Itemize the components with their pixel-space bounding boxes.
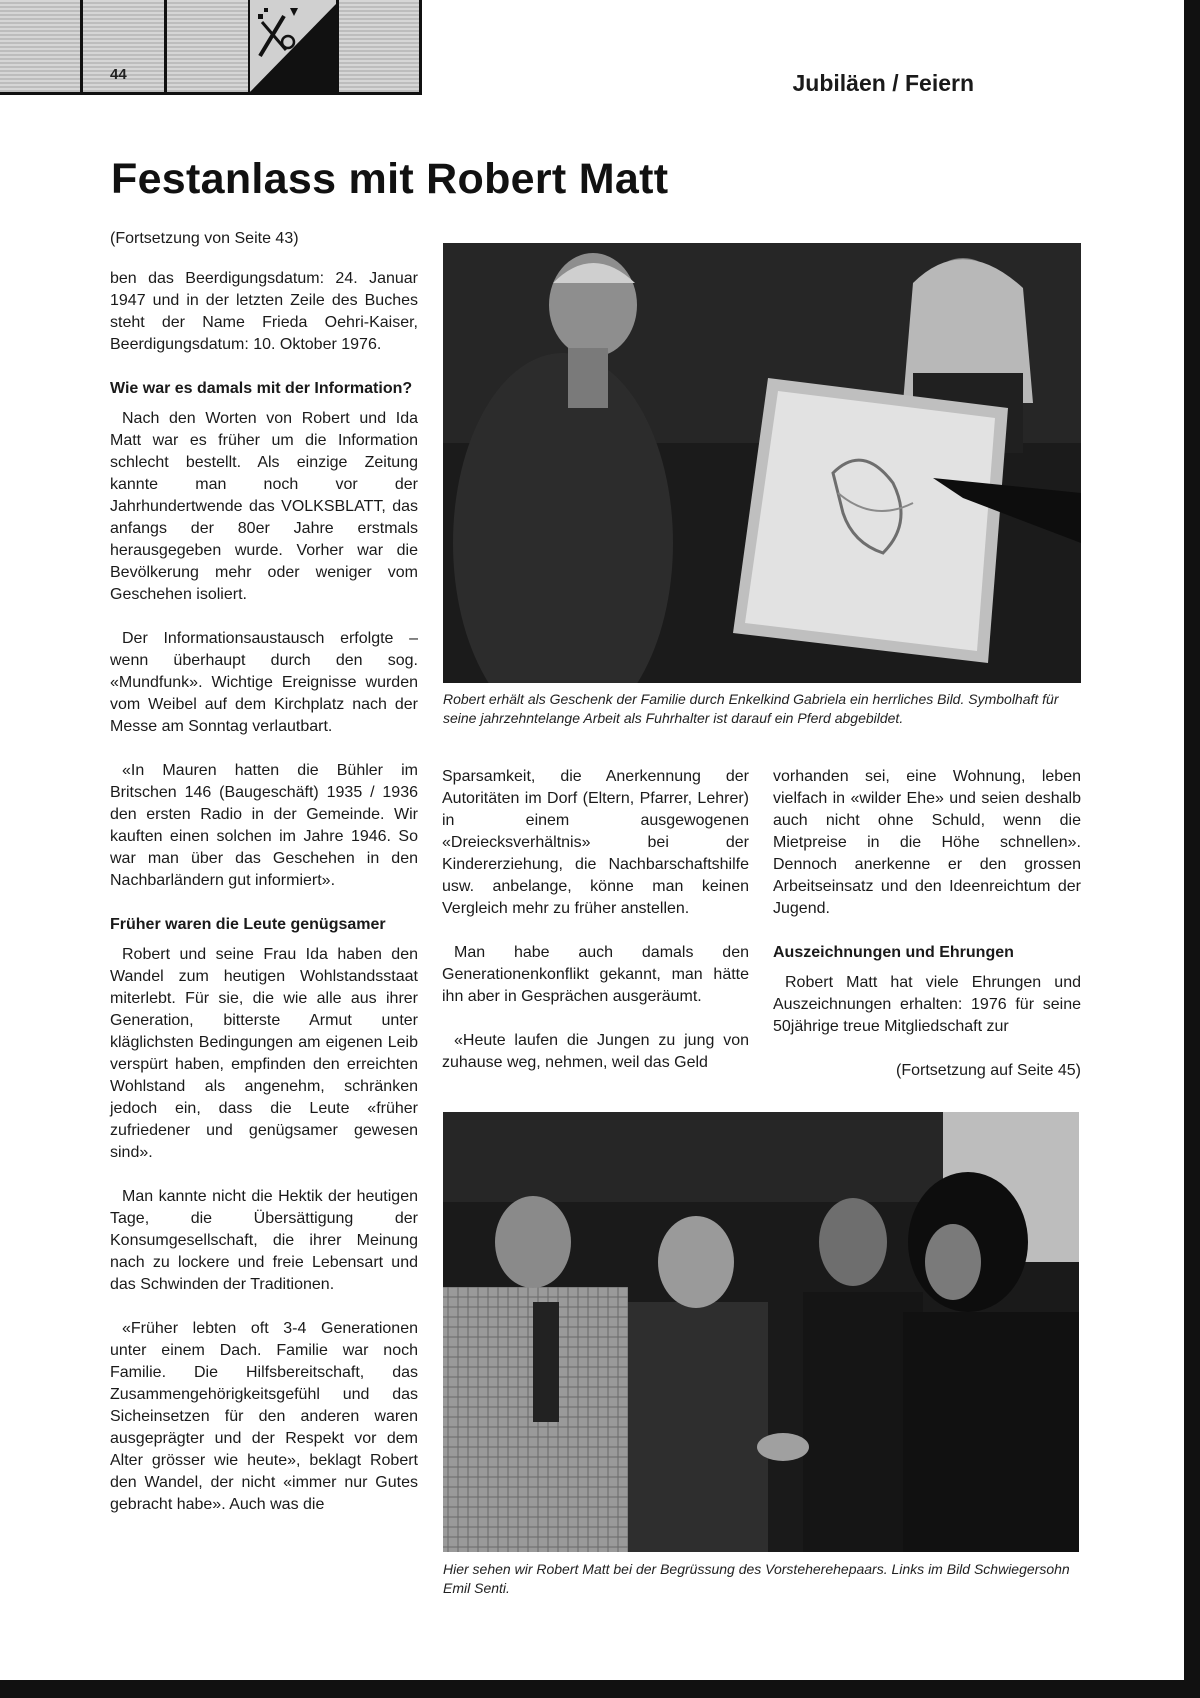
paragraph: ben das Beerdigungsdatum: 24. Januar 1947 und in der letzten Zeile des Buches steht der Name Frieda Oehri-Kaiser, Beerdigungsdatum: 10. Oktober 1976.: [110, 270, 418, 353]
paragraph: Robert und seine Frau Ida haben den Wandel zum heutigen Wohlstandsstaat miterlebt. Für sie, die wie alle aus ihrer Generation, bitterste Armut unter kläglichsten Bedingungen am eigenen Leib verspürt haben, empfinden den erreichten Wohlstand als angenehm, schränken jedoch ein, dass die Leute «früher zufriedener und genügsamer gewesen sind».: [110, 946, 418, 1161]
header-rule: [419, 0, 422, 92]
continued-from-note: (Fortsetzung von Seite 43): [110, 230, 299, 247]
right-column: [773, 766, 1081, 1104]
paragraph: Man kannte nicht die Hektik der heutigen Tage, die Übersättigung der Konsumgesellschaft, die ihrer Meinung nach zu lockere und freie Lebensart und das Schwinden der Traditionen.: [110, 1188, 418, 1293]
subheading: Wie war es damals mit der Information?: [110, 380, 413, 397]
page-number: 44: [110, 66, 127, 83]
section-label: Jubiläen / Feiern: [792, 70, 974, 96]
paragraph: «Heute laufen die Jungen zu jung von zuhause weg, nehmen, weil das Geld: [442, 1032, 749, 1071]
subheading: Auszeichnungen und Ehrungen: [773, 944, 1014, 961]
header-band: [0, 0, 422, 95]
paragraph: Robert Matt hat viele Ehrungen und Auszeichnungen erhalten: 1976 für seine 50jährige treue Mitgliedschaft zur: [773, 974, 1081, 1035]
header-rule: [80, 0, 83, 92]
paragraph: Sparsamkeit, die Anerkennung der Autoritäten im Dorf (Eltern, Pfarrer, Lehrer) in einem ausgewogenen «Dreiecksverhältnis» bei der Kindererziehung, die Nachbarschaftshilfe usw. anbelange, könne man keinen Vergleich mehr zu früher anstellen.: [442, 768, 749, 917]
paragraph: Nach den Worten von Robert und Ida Matt war es früher um die Information schlecht bestellt. Als einzige Zeitung kannte man noch vor der Jahrhundertwende das VOLKSBLATT, das anfangs der 80er Jahre erstmals herausgegeben wurde. Vorher war die Bevölkerung mehr oder weniger vom Geschehen isoliert.: [110, 410, 418, 603]
article-title: Festanlass mit Robert Matt: [111, 155, 669, 203]
middle-column: [442, 766, 749, 1096]
paragraph: Man habe auch damals den Generationenkonflikt gekannt, man hätte ihn aber in Gesprächen ausgeräumt.: [442, 944, 749, 1005]
photo-caption: Robert erhält als Geschenk der Familie durch Enkelkind Gabriela ein herrliches Bild. Symbolhaft für seine jahrzehntelange Arbeit als Fuhrhalter ist darauf ein Pferd abgebildet.: [443, 691, 1059, 726]
paragraph: «Früher lebten oft 3-4 Generationen unter einem Dach. Familie war noch Familie. Die Hilfsbereitschaft, das Zusammengehörigkeitsgefühl und das Sicheinsetzen für den anderen waren ausgeprägter und der Respekt vor dem Alter grösser wie heute», beklagt Robert den Wandel, der nicht «immer nur Gutes gebracht habe». Auch was die: [110, 1320, 418, 1513]
scan-border: [0, 1680, 1200, 1698]
photo-gift-painting: [443, 243, 1081, 683]
header-rule: [336, 0, 339, 92]
paragraph: vorhanden sei, eine Wohnung, leben vielfach in «wilder Ehe» und seien deshalb auch nicht ohne Schuld, wenn die Mietpreise in die Höhe schnellen». Dennoch anerkenne er den grossen Arbeitseinsatz und den Ideenreichtum der Jugend.: [773, 768, 1081, 917]
photo-caption: Hier sehen wir Robert Matt bei der Begrüssung des Vorsteherehepaars. Links im Bild Schwiegersohn Emil Senti.: [443, 1561, 1070, 1596]
paragraph: Der Informationsaustausch erfolgte – wenn überhaupt durch den sog. «Mundfunk». Wichtige Ereignisse wurden vom Weibel auf dem Kirchplatz nach der Messe am Sonntag verlautbart.: [110, 630, 418, 735]
photo-greeting: [443, 1112, 1079, 1552]
paragraph: «In Mauren hatten die Bühler im Britschen 146 (Baugeschäft) 1935 / 1936 den ersten Radio in der Gemeinde. Wir kauften einen solchen im Jahre 1946. So war man über das Geschehen in den Nachbarländern gut informiert».: [110, 762, 418, 889]
municipal-crest-icon: [250, 0, 336, 92]
continued-to-note: (Fortsetzung auf Seite 45): [896, 1062, 1081, 1079]
scan-border: [1184, 0, 1200, 1698]
subheading: Früher waren die Leute genügsamer: [110, 916, 386, 933]
header-rule: [164, 0, 167, 92]
left-column: [110, 228, 418, 1538]
